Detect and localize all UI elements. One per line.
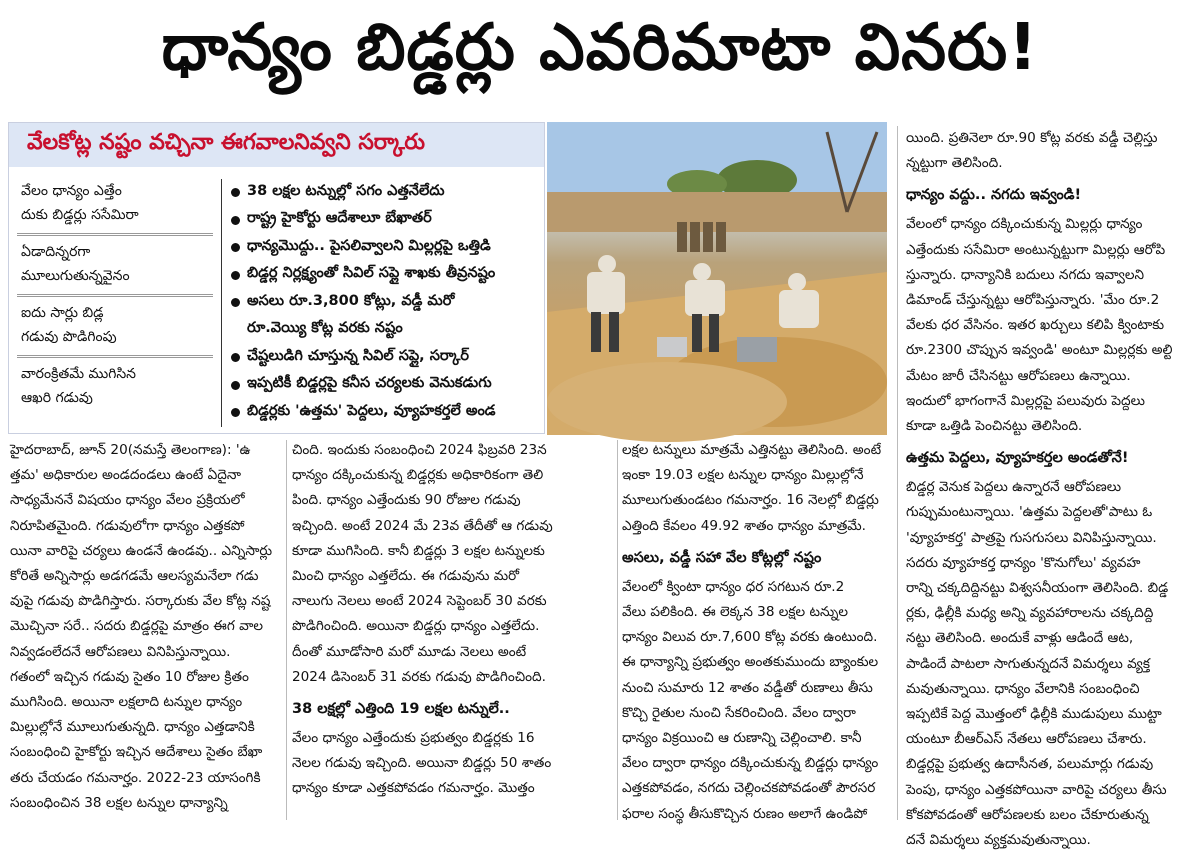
- text-line: డిమాండ్ చేస్తున్నట్టు ఆరోపిస్తున్నారు. 'మేం రూ.2: [906, 292, 1160, 309]
- highlights-box: [8, 122, 545, 434]
- text-line: ఫరాల సంస్థ తీసుకొచ్చిన రుణం అలాగే ఉండిపో: [622, 805, 868, 822]
- text-line: కూడా ఒత్తిడి పెంచినట్టు తెలిసింది.: [906, 418, 1083, 435]
- bullet-text: చేష్టలుడిగి చూస్తున్న సివిల్ సప్లై, సర్కార్: [247, 347, 470, 364]
- text-line: ఎత్తేందుకు ససేమిరా అంటున్నట్టుగా మిల్లర్లు ఆరోపి: [906, 241, 1166, 258]
- bullet-item: [231, 289, 543, 317]
- text-line: ఇప్పటికే పెద్ద మొత్తంలో ఢిల్లీకి ముడుపులు ముట్టా: [906, 706, 1162, 723]
- text-line: వుపై గడువు పొడిగిస్తారు. సర్కారుకు వేల కోట్ల నష్ట: [10, 593, 271, 610]
- bullet-text: ధాన్యమొద్దు.. పైసలివ్వాలని మిల్లర్లపై ఒత్తిడి: [247, 237, 491, 254]
- pointer-line: ఐదు సార్లు బిడ్ల: [21, 305, 104, 321]
- box-divider: [221, 179, 222, 427]
- text-line: వేలకు ధర వేసినం. ఇతర ఖర్చులు కలిపి క్వింటాకు: [906, 317, 1165, 334]
- bullet-text: బిడ్డర్లకు 'ఉత్తమ' పెద్దలు, వ్యూహకర్తలే అండ: [247, 402, 496, 419]
- text-line: మవుతున్నాయి. ధాన్యం వేలానికి సంబంధించి: [906, 680, 1140, 697]
- pointer-item: [17, 297, 213, 358]
- pointer-line: గడువు పొడిగింపు: [21, 329, 117, 345]
- text-line: 2024 డిసెంబర్ 31 వరకు గడువు పొడిగించింది.: [292, 668, 546, 685]
- bullet-dot-icon: [231, 243, 240, 252]
- text-line: లక్షల టన్నులు మాత్రమే ఎత్తినట్టు తెలిసింది. అంటే: [622, 442, 882, 458]
- section-subhead: 38 లక్షల్లో ఎత్తింది 19 లక్షల టన్నులే..: [292, 701, 510, 718]
- text-line: వేలంలో క్వింటా ధాన్యం ధర సగటున రూ.2: [622, 578, 845, 595]
- headline: ధాన్యం బిడ్డర్లు ఎవరిమాటా వినరు!: [161, 10, 1039, 85]
- bullet-dot-icon: [231, 353, 240, 362]
- text-line: మేటం జారీ చేసినట్టు ఆరోపణలు ఉన్నాయి.: [906, 367, 1131, 384]
- text-line: తరు చేయడం గమనార్హం. 2022-23 యాసంగికి: [10, 769, 261, 786]
- text-line: హైదరాబాద్‌, జూన్ 20(నమస్తే తెలంగాణ): 'ఉ: [10, 442, 251, 458]
- article-column-2: [292, 438, 614, 802]
- text-line: ఇంకా 19.03 లక్షల టన్నుల ధాన్యం మిల్లుల్లోనే: [622, 467, 864, 484]
- text-line: గుప్పుమంటున్నాయి. 'ఉత్తమ పెద్దలతో'పాటు ఓ: [906, 504, 1153, 521]
- text-line: సంబంధించిన 38 లక్షల టన్నుల ధాన్యాన్ని: [10, 794, 228, 811]
- text-line: నుంచి సుమారు 12 శాతం వడ్డీతో రుణాలు తీసు: [622, 679, 873, 696]
- text-line: స్తున్నారు. ధాన్యానికి బదులు నగదు ఇవ్వాలని: [906, 266, 1145, 283]
- bullet-text: రాష్ట్ర హైకోర్టు ఆదేశాలూ బేఖాతర్: [247, 210, 432, 227]
- text-line: పాడిందే పాటలా సాగుతున్నదనే విమర్శలు వ్యక్త: [906, 655, 1150, 672]
- section-subhead: అసలు, వడ్డీ సహా వేల కోట్లల్లో నష్టం: [622, 549, 822, 566]
- text-line: ఇందులో భాగంగానే మిల్లర్లపై పలువురు పెద్దలు: [906, 392, 1145, 409]
- pointer-line: దుకు బిడ్డర్లు ససేమిరా: [21, 207, 139, 223]
- bullet-dot-icon: [231, 216, 240, 225]
- article-column-4: [906, 126, 1192, 853]
- text-line: యింది. ప్రతినెలా రూ.90 కోట్ల వరకు వడ్డీ చెల్లిస్తు: [906, 130, 1158, 146]
- bullet-dot-icon: [231, 408, 240, 417]
- text-line: ధాన్యం దక్కించుకున్న బిడ్డర్లకు అధికారికంగా తెలి: [292, 467, 544, 484]
- text-line: గతంలో ఇచ్చిన గడువు సైతం 10 రోజుల క్రితం: [10, 668, 249, 685]
- article-column-3: [622, 438, 892, 827]
- pointer-line: వారంక్రితమే ముగిసిన: [21, 366, 137, 382]
- box-subhead: వేలకోట్ల నష్టం వచ్చినా ఈగవాలనివ్వని సర్కారు: [9, 123, 544, 167]
- bullet-item: [231, 372, 543, 400]
- column-rule: [617, 440, 618, 820]
- text-line: బిడ్డర్ల వెనుక పెద్దలు ఉన్నారనే ఆరోపణలు: [906, 479, 1122, 496]
- text-line: మించి ధాన్యం ఎత్తలేదు. ఈ గడువును మరో: [292, 568, 520, 585]
- bullet-text: బిడ్డర్ల నిర్లక్ష్యంతో సివిల్ సప్లై శాఖకు తీవ్రనష్టం: [247, 265, 496, 282]
- text-line: రూ.2300 చొప్పున ఇవ్వండి' అంటూ మిల్లర్లకు అల్టి: [906, 342, 1173, 359]
- text-line: నట్టు తెలిసింది. అందుకే వాళ్లు ఆడిందే ఆట,: [906, 630, 1134, 647]
- text-line: కోకపోవడంతో ఆరోపణలకు బలం చేకూరుతున్న: [906, 806, 1149, 823]
- text-line: సాధ్యమేననే విషయం ధాన్యం వేలం ప్రక్రియలో: [10, 492, 245, 509]
- column-rule: [286, 440, 287, 820]
- bullet-dot-icon: [231, 188, 240, 197]
- pointer-item: [17, 175, 213, 236]
- text-line: మొచ్చినా సరే.. సదరు బిడ్డర్లపై మాత్రం ఈగ వాల: [10, 618, 263, 635]
- news-photo: [547, 122, 887, 435]
- text-line: వేలం ధాన్యం ఎత్తేందుకు ప్రభుత్వం బిడ్డర్లకు 16: [292, 730, 535, 747]
- text-line: వేలంలో ధాన్యం దక్కించుకున్న మిల్లర్లు ధాన్యం: [906, 216, 1143, 233]
- text-line: న్నట్టుగా తెలిసింది.: [906, 155, 1003, 172]
- text-line: మూలుగుతుండటం గమనార్హం. 16 నెలల్లో బిడ్డర్లు: [622, 492, 879, 509]
- pointer-line: వేలం ధాన్యం ఎత్తేం: [21, 183, 122, 199]
- bullet-item: [231, 262, 543, 290]
- bullet-dot-icon: [231, 271, 240, 280]
- bullet-item: [231, 317, 543, 345]
- bullet-list: [231, 179, 543, 427]
- bullet-text: రూ.వెయ్యి కోట్ల వరకు నష్టం: [247, 320, 403, 337]
- text-line: నిరూపితమైంది. గడువులోగా ధాన్యం ఎత్తకపో: [10, 517, 245, 534]
- pointer-line: ఆఖరి గడువు: [21, 390, 93, 406]
- text-line: కోరితే అన్నిసార్లు అడగడమే ఆలస్యమనేలా గడు: [10, 568, 259, 585]
- text-line: పెంపు, ధాన్యం ఎత్తకపోయినా వారిపై చర్యలు తీసు: [906, 781, 1167, 798]
- article-column-1: [10, 438, 282, 816]
- text-line: ఎత్తింది కేవలం 49.92 శాతం ధాన్యం మాత్రమే.: [622, 517, 867, 534]
- pointer-item: [17, 236, 213, 297]
- text-line: కొచ్చి రైతుల నుంచి సేకరించింది. వేలం ద్వారా: [622, 704, 856, 721]
- text-line: ఎత్తకపోవడం, నగదు చెల్లించకపోవడంతో పౌరసర: [622, 780, 876, 797]
- bullet-item: [231, 234, 543, 262]
- bullet-text: 38 లక్షల టన్నుల్లో సగం ఎత్తనేలేదు: [247, 182, 445, 199]
- text-line: దీంతో మూడోసారి మరో మూడు నెలలు అంటే: [292, 643, 527, 660]
- bullet-text: అసలు రూ.3,800 కోట్లు, వడ్డీ మరో: [247, 292, 455, 309]
- text-line: 'వ్యూహకర్త' పాత్రపై గుసగుసలు వినిపిస్తున్నాయి.: [906, 529, 1157, 546]
- text-line: కూడా ముగిసింది. కానీ బిడ్డర్లు 3 లక్షల టన్నులకు: [292, 542, 545, 559]
- text-line: రాన్ని చక్కదిద్దినట్టు విశ్వసనీయంగా తెలిసింది. బిడ్డ: [906, 580, 1169, 597]
- text-line: మిల్లుల్లోనే మూలుగుతున్నది. ధాన్యం ఎత్తడానికి: [10, 719, 255, 736]
- text-line: ఈ ధాన్యాన్ని ప్రభుత్వం అంతకుముందు బ్యాంకుల: [622, 654, 879, 671]
- text-line: ధాన్యం విక్రయించి ఆ రుణాన్ని చెల్లించాలి. కానీ: [622, 730, 862, 747]
- pointer-item: [17, 358, 213, 416]
- text-line: ధాన్యం కూడా ఎత్తకపోవడం గమనార్హం. మొత్తం: [292, 780, 535, 797]
- section-subhead: ఉత్తమ పెద్దలు, వ్యూహకర్తల అండతోనే!: [906, 450, 1129, 467]
- text-line: సంబంధించి హైకోర్టు ఇచ్చిన ఆదేశాలు సైతం బేఖా: [10, 744, 263, 761]
- text-line: సదరు వ్యూహకర్త ధాన్యం 'కొనుగోలు' వ్యవహ: [906, 554, 1141, 571]
- text-line: ధాన్యం విలువ రూ.7,600 కోట్ల వరకు ఉంటుంది.: [622, 629, 878, 646]
- text-line: ఇచ్చింది. అంటే 2024 మే 23వ తేదీతో ఆ గడువు: [292, 517, 553, 534]
- text-line: వేలు పలికింది. ఈ లెక్కన 38 లక్షల టన్నుల: [622, 604, 848, 621]
- bullet-dot-icon: [231, 381, 240, 390]
- photo-grain-workers-icon: [547, 122, 887, 435]
- bullet-item: [231, 344, 543, 372]
- text-line: నివ్వడంలేదనే ఆరోపణలు వినిపిస్తున్నాయి.: [10, 643, 231, 660]
- left-pointers: [17, 175, 213, 416]
- text-line: యంటూ బీఆర్‌ఎస్ నేతలు ఆరోపణలు చేశారు.: [906, 731, 1147, 748]
- text-line: నెలల గడువు ఇచ్చింది. అయినా బిడ్డర్లు 50 శాతం: [292, 755, 552, 772]
- text-line: నాలుగు నెలలు అంటే 2024 సెప్టెంబర్ 30 వరకు: [292, 593, 547, 610]
- text-line: దనే విమర్శలు వ్యక్తమవుతున్నాయి.: [906, 832, 1091, 849]
- section-subhead: ధాన్యం వద్దు.. నగదు ఇవ్వండి!: [906, 187, 1082, 204]
- text-line: బిడ్డర్లపై ప్రభుత్వ ఉదాసీనత, పలుమార్లు గడువు: [906, 756, 1154, 773]
- text-line: ర్లకు, ఢిల్లీకి మధ్య అన్ని వ్యవహారాలను చక్కదిద్ది: [906, 605, 1154, 622]
- bullet-dot-icon: [231, 298, 240, 307]
- bullet-item: [231, 207, 543, 235]
- bullet-item: [231, 179, 543, 207]
- text-line: యినా వారిపై చర్యలు ఉండనే ఉండవు.. ఎన్నిసార్లు: [10, 542, 273, 559]
- bullet-item: [231, 399, 543, 427]
- pointer-line: మూలుగుతున్నవైనం: [21, 268, 130, 284]
- text-line: పింది. ధాన్యం ఎత్తేందుకు 90 రోజుల గడువు: [292, 492, 521, 509]
- text-line: త్తమ' అధికారుల అండదండలు ఉంటే ఏదైనా: [10, 467, 241, 484]
- pointer-line: ఏడాదిన్నరగా: [21, 244, 91, 260]
- text-line: చింది. ఇందుకు సంబంధించి 2024 ఫిబ్రవరి 23న: [292, 442, 547, 458]
- text-line: వేలం ద్వారా ధాన్యం దక్కించుకున్న బిడ్డర్లు ధాన్యం: [622, 755, 879, 772]
- bullet-text: ఇప్పటికీ బిడ్డర్లపై కనీస చర్యలకు వెనుకడుగు: [247, 375, 492, 392]
- text-line: ముగిసింది. అయినా లక్షలాది టన్నుల ధాన్యం: [10, 694, 243, 711]
- text-line: పొడిగించింది. అయినా బిడ్డర్లు ధాన్యం ఎత్తలేదు.: [292, 618, 540, 635]
- column-rule: [897, 126, 898, 820]
